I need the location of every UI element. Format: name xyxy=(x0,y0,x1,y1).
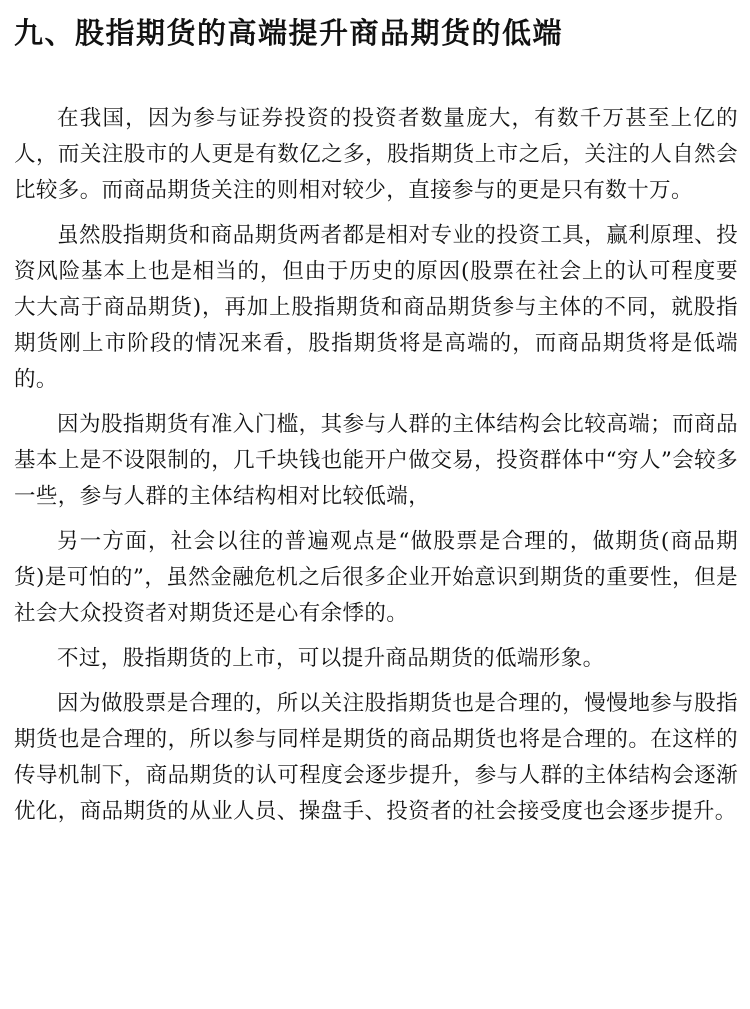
paragraph-6: 因为做股票是合理的，所以关注股指期货也是合理的，慢慢地参与股指期货也是合理的，所以参与同样是期货的商品期货也将是合理的。在这样的传导机制下，商品期货的认可程度会逐步提升，参与人群的主体结构会逐渐优化，商品期货的从业人员、操盘手、投资者的社会接受度也会逐步提升。 xyxy=(14,691,738,824)
section-title: 九、股指期货的高端提升商品期货的低端 xyxy=(14,16,564,50)
paragraph-5: 不过，股指期货的上市，可以提升商品期货的低端形象。 xyxy=(57,646,605,671)
paragraph-1: 在我国，因为参与证券投资的投资者数量庞大，有数千万甚至上亿的人，而关注股市的人更是有数亿之多，股指期货上市之后，关注的人自然会比较多。而商品期货关注的则相对较少，直接参与的更是只有数十万。 xyxy=(14,106,738,203)
body-text xyxy=(14,101,738,839)
paragraph-3: 因为股指期货有准入门槛，其参与人群的主体结构会比较高端；而商品基本上是不设限制的，几千块钱也能开户做交易，投资群体中“穷人”会较多一些，参与人群的主体结构相对比较低端， xyxy=(14,412,738,509)
paragraph-4: 另一方面，社会以往的普遍观点是“做股票是合理的，做期货(商品期货)是可怕的”，虽然金融危机之后很多企业开始意识到期货的重要性，但是社会大众投资者对期货还是心有余悸的。 xyxy=(14,529,738,626)
paragraph-2: 虽然股指期货和商品期货两者都是相对专业的投资工具，赢利原理、投资风险基本上也是相当的，但由于历史的原因(股票在社会上的认可程度要大大高于商品期货)，再加上股指期货和商品期货参与主体的不同，就股指期货刚上市阶段的情况来看，股指期货将是高端的，而商品期货将是低端的。 xyxy=(14,223,738,392)
